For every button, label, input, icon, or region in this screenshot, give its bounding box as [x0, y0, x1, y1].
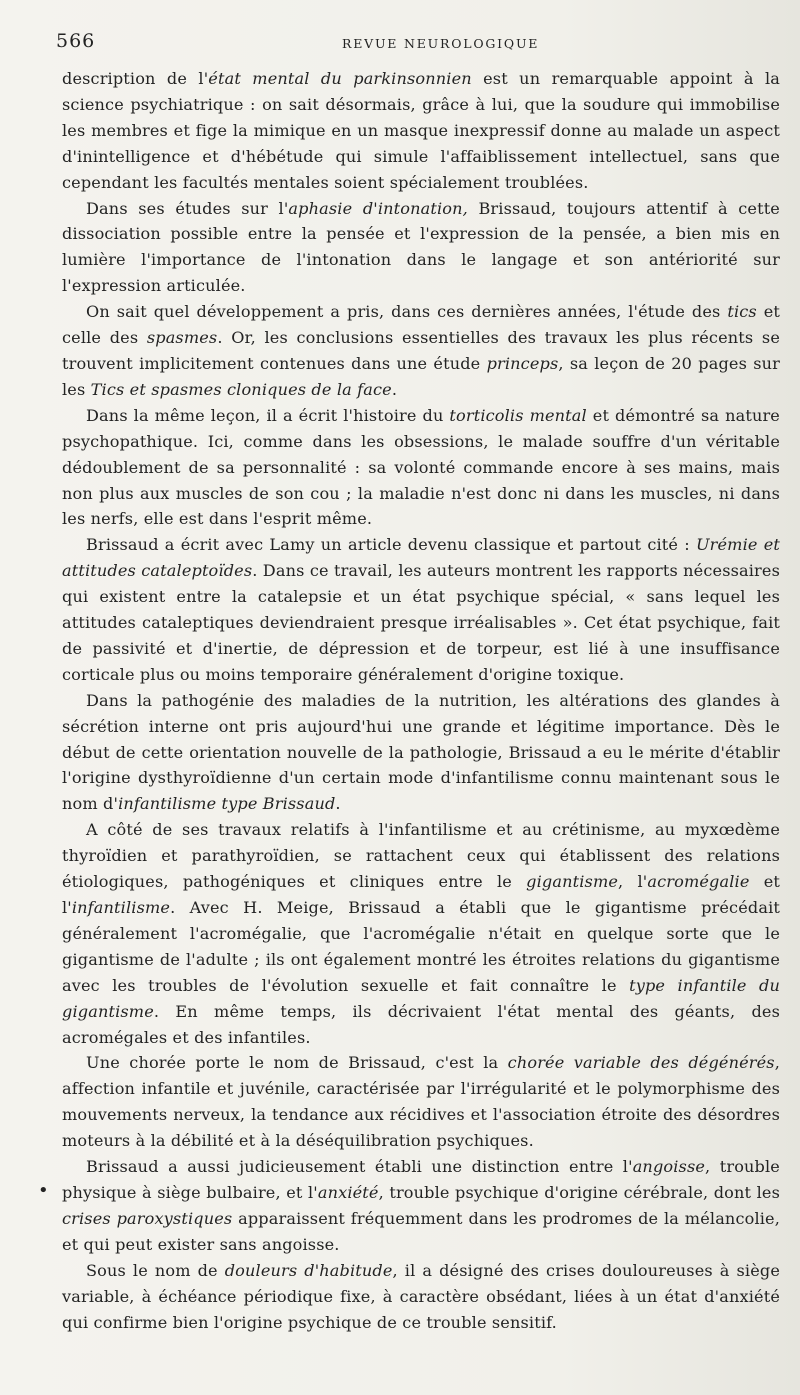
italic-phrase: torticolis mental — [449, 405, 587, 425]
page-header — [56, 30, 770, 66]
body-text — [62, 66, 780, 1335]
paragraph: Brissaud a aussi judicieusement établi une distinction entre l'angoisse, trouble physique à siège bulbaire, et l'anxiété, trouble psychique d'origine cérébrale, dont les crises paroxystiques apparaissent fréquemment dans les prodromes de la mélancolie, et qui peut exister sans angoisse. — [62, 1157, 780, 1254]
italic-phrase: Tics et spasmes cloniques de la face — [90, 379, 392, 399]
italic-phrase: douleurs d'habitude — [224, 1260, 393, 1280]
paragraph: Brissaud a écrit avec Lamy un article devenu classique et partout cité : Urémie et attitudes cataleptoïdes. Dans ce travail, les auteurs montrent les rapports nécessaires qui existent entre la catalepsie et un état psychique spécial, « sans lequel les attitudes cataleptiques deviendraient presque irréalisables ». Cet état psychique, fait de passivité et d'inertie, de dépression et de torpeur, est lié à une insuffisance corticale plus ou moins temporaire généralement d'origine toxique. — [62, 535, 781, 684]
italic-phrase: état mental du parkinsonnien — [208, 69, 472, 88]
italic-phrase: Urémie et attitudes cataleptoïdes — [62, 535, 781, 581]
italic-phrase: gigantisme — [526, 872, 619, 892]
paragraph: A côté de ses travaux relatifs à l'infantilisme et au crétinisme, au myxœdème thyroïdien et parathyroïdien, se rattachent ceux qui établissent des relations étiologiques, pathogéniques et cliniques entre le gigantisme, l'acromégalie et l'infantilisme. Avec H. Meige, Brissaud a établi que le gigantisme précédait généralement l'acromégalie, que l'acromégalie n'était en quelque sorte que le gigantisme de l'adulte ; ils ont également montré les étroites relations du gigantisme avec les troubles de l'évolution sexuelle et fait connaître le type infantile du gigantisme. En même temps, ils décrivaient l'état mental des géants, des acromégales et des infantiles. — [62, 820, 781, 1047]
italic-phrase: infantilisme — [71, 898, 171, 917]
italic-phrase: anxiété — [317, 1182, 379, 1202]
paragraph: Une chorée porte le nom de Brissaud, c'est la chorée variable des dégénérés, affection infantile et juvénile, caractérisée par l'irrégularité et le polymorphisme des mouvements nerveux, la tendance aux récidives et l'association étroite des désordres moteurs à la débilité et à la déséquilibration psychiques. — [62, 1053, 780, 1151]
italic-phrase: crises paroxystiques — [62, 1208, 233, 1228]
italic-phrase: type infantile du gigantisme — [62, 975, 780, 1021]
paragraph: Dans ses études sur l'aphasie d'intonation, Brissaud, toujours attentif à cette dissociation possible entre la pensée et l'expression de la pensée, a bien mis en lumière l'importance de l'intonation dans le langage et son antériorité sur l'expression articulée. — [62, 198, 780, 296]
paragraph: Sous le nom de douleurs d'habitude, il a désigné des crises douloureuses à siège variable, à échéance périodique fixe, à caractère obsédant, liées à un état d'anxiété qui confirme bien l'origine psychique de ce trouble sensitif. — [62, 1260, 781, 1332]
running-head: REVUE NEUROLOGIQUE — [342, 36, 540, 51]
italic-phrase: spasmes — [146, 328, 218, 348]
paragraph: Dans la même leçon, il a écrit l'histoire du torticolis mental et démontré sa nature psychopathique. Ici, comme dans les obsessions, le malade souffre d'un véritable dédoublement de sa personnalité : sa volonté commande encore à ses mains, mais non plus aux muscles de son cou ; la maladie n'est donc ni dans les muscles, ni dans les nerfs, elle est dans l'esprit même. — [62, 405, 780, 529]
italic-phrase: infantilisme type Brissaud — [118, 794, 336, 814]
italic-phrase: chorée variable des dégénérés — [507, 1053, 775, 1073]
italic-phrase: aphasie d'intonation, — [288, 198, 468, 218]
margin-mark: • — [38, 1180, 49, 1201]
paragraph: Dans la pathogénie des maladies de la nutrition, les altérations des glandes à sécrétion interne ont pris aujourd'hui une grande et légitime importance. Dès le début de cette orientation nouvelle de la pathologie, Brissaud a eu le mérite d'établir l'origine dysthyroïdienne d'un certain mode d'infantilisme connu maintenant sous le nom d'infantilisme type Brissaud. — [62, 690, 780, 814]
paragraph: On sait quel développement a pris, dans ces dernières années, l'étude des tics et celle des spasmes. Or, les conclusions essentielles des travaux les plus récents se trouvent implicitement contenues dans une étude princeps, sa leçon de 20 pages sur les Tics et spasmes cloniques de la face. — [62, 302, 781, 399]
page-number: 566 — [56, 30, 96, 52]
italic-phrase: tics — [727, 302, 757, 322]
italic-phrase: princeps — [486, 353, 559, 373]
paragraph: description de l'état mental du parkinsonnien est un remarquable appoint à la science psychiatrique : on sait désormais, grâce à lui, que la soudure qui immobilise les membres et fige la mimique en un masque inexpressif donne au malade un aspect d'inintelligence et d'hébétude qui simule l'affaiblissement intellectuel, sans que cependant les facultés mentales soient spécialement troublées. — [62, 69, 781, 192]
italic-phrase: angoisse — [632, 1157, 706, 1177]
italic-phrase: acromégalie — [647, 872, 750, 892]
